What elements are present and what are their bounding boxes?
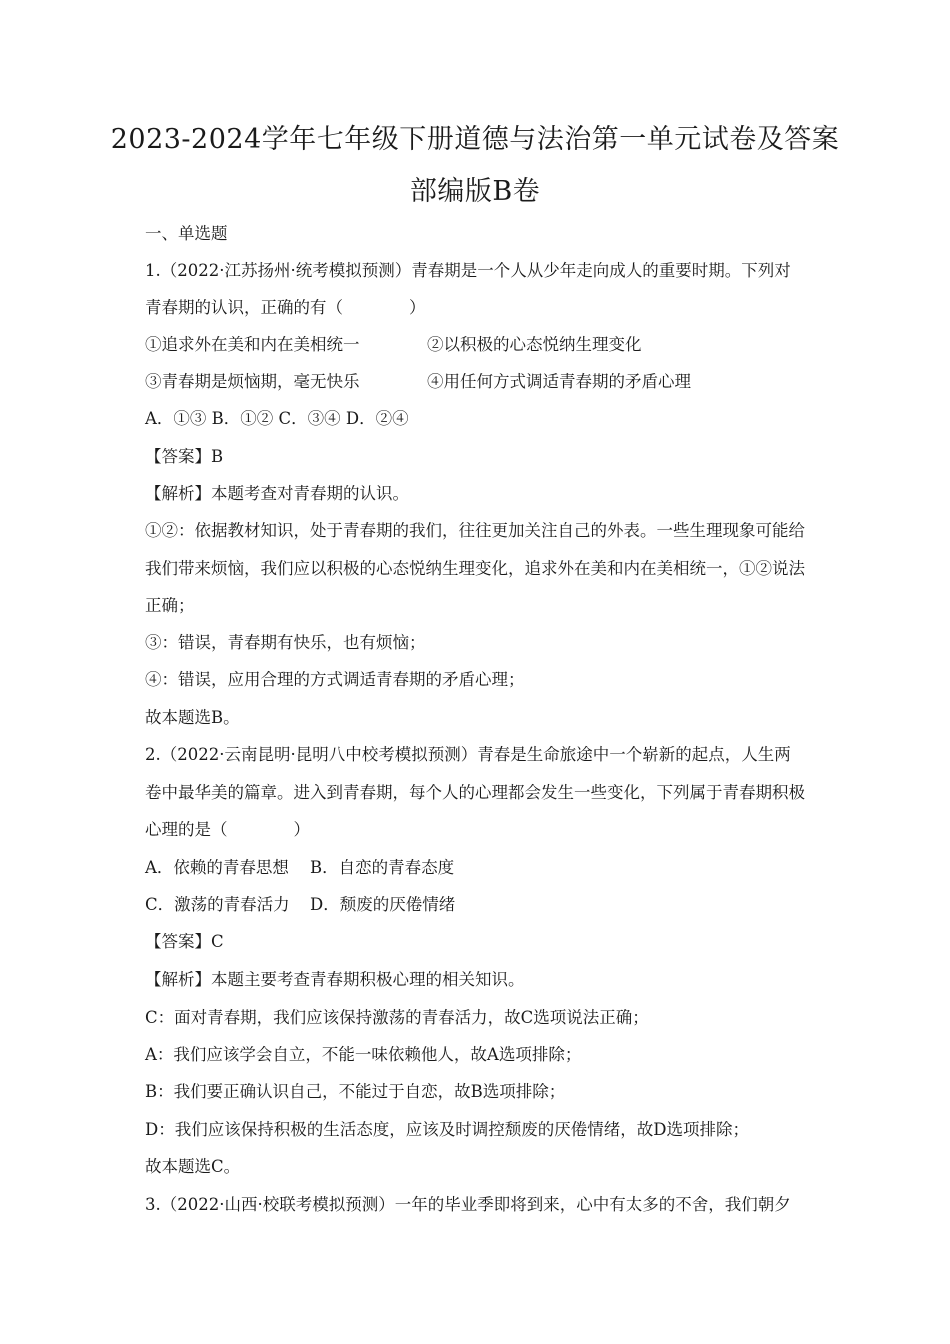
q2-stem-line3: 心理的是（ ）	[145, 820, 310, 839]
q1-analysis: 【解析】本题考查对青春期的认识。	[145, 484, 409, 503]
q1-conclusion: 故本题选B。	[145, 708, 240, 727]
q2-explanation-c: C：面对青春期，我们应该保持激荡的青春活力，故C选项说法正确；	[145, 1008, 649, 1027]
q2-analysis: 【解析】本题主要考查青春期积极心理的相关知识。	[145, 970, 525, 989]
q1-option-2: ②以积极的心态悦纳生理变化	[427, 335, 642, 354]
q2-options-row1	[145, 855, 810, 881]
q1-stem-line2: 青春期的认识，正确的有（ ）	[145, 298, 426, 317]
q1-explanation-line1: ①②：依据教材知识，处于青春期的我们，往往更加关注自己的外表。一些生理现象可能给	[145, 521, 805, 540]
q1-option-4: ④用任何方式调适青春期的矛盾心理	[427, 372, 691, 391]
q2-stem-line1: 2.（2022·云南昆明·昆明八中校考模拟预测）青春是生命旅途中一个崭新的起点，人生两	[145, 745, 791, 764]
q1-option-1: ①追求外在美和内在美相统一	[145, 335, 360, 354]
q2-conclusion: 故本题选C。	[145, 1157, 241, 1176]
q2-option-c: C．激荡的青春活力	[145, 895, 290, 914]
q3-stem-line1: 3.（2022·山西·校联考模拟预测）一年的毕业季即将到来，心中有太多的不舍，我们朝夕	[145, 1195, 791, 1214]
q1-option-3: ③青春期是烦恼期，毫无快乐	[145, 372, 360, 391]
q1-options-row2	[145, 369, 810, 395]
q2-explanation-a: A：我们应该学会自立，不能一味依赖他人，故A选项排除；	[145, 1045, 582, 1064]
q1-explanation-4: ④：错误，应用合理的方式调适青春期的矛盾心理；	[145, 670, 525, 689]
q1-explanation-line3: 正确；	[145, 596, 195, 615]
q1-explanation-line2: 我们带来烦恼，我们应以积极的心态悦纳生理变化，追求外在美和内在美相统一，①②说法	[145, 559, 805, 578]
q2-answer: 【答案】C	[145, 932, 224, 951]
q2-option-b: B．自恋的青春态度	[310, 858, 455, 877]
q2-explanation-b: B：我们要正确认识自己，不能过于自恋，故B选项排除；	[145, 1082, 566, 1101]
section-heading: 一、单选题	[145, 224, 228, 243]
q1-explanation-3: ③：错误，青春期有快乐，也有烦恼；	[145, 633, 426, 652]
q1-stem-line1: 1.（2022·江苏扬州·统考模拟预测）青春期是一个人从少年走向成人的重要时期。下列对	[145, 261, 791, 280]
q2-option-a: A．依赖的青春思想	[145, 858, 289, 877]
document-title-line2: 部编版B卷	[409, 176, 541, 207]
q1-answer: 【答案】B	[145, 447, 224, 466]
document-title-line1: 2023-2024学年七年级下册道德与法治第一单元试卷及答案	[110, 124, 840, 155]
q2-option-d: D．颓废的厌倦情绪	[310, 895, 456, 914]
q1-choices: A．①③ B．①② C．③④ D．②④	[145, 409, 409, 428]
q2-options-row2	[145, 892, 810, 918]
q2-explanation-d: D：我们应该保持积极的生活态度，应该及时调控颓废的厌倦情绪，故D选项排除；	[145, 1120, 749, 1139]
q2-stem-line2: 卷中最华美的篇章。进入到青春期，每个人的心理都会发生一些变化，下列属于青春期积极	[145, 783, 805, 802]
q1-options-row1	[145, 332, 810, 358]
